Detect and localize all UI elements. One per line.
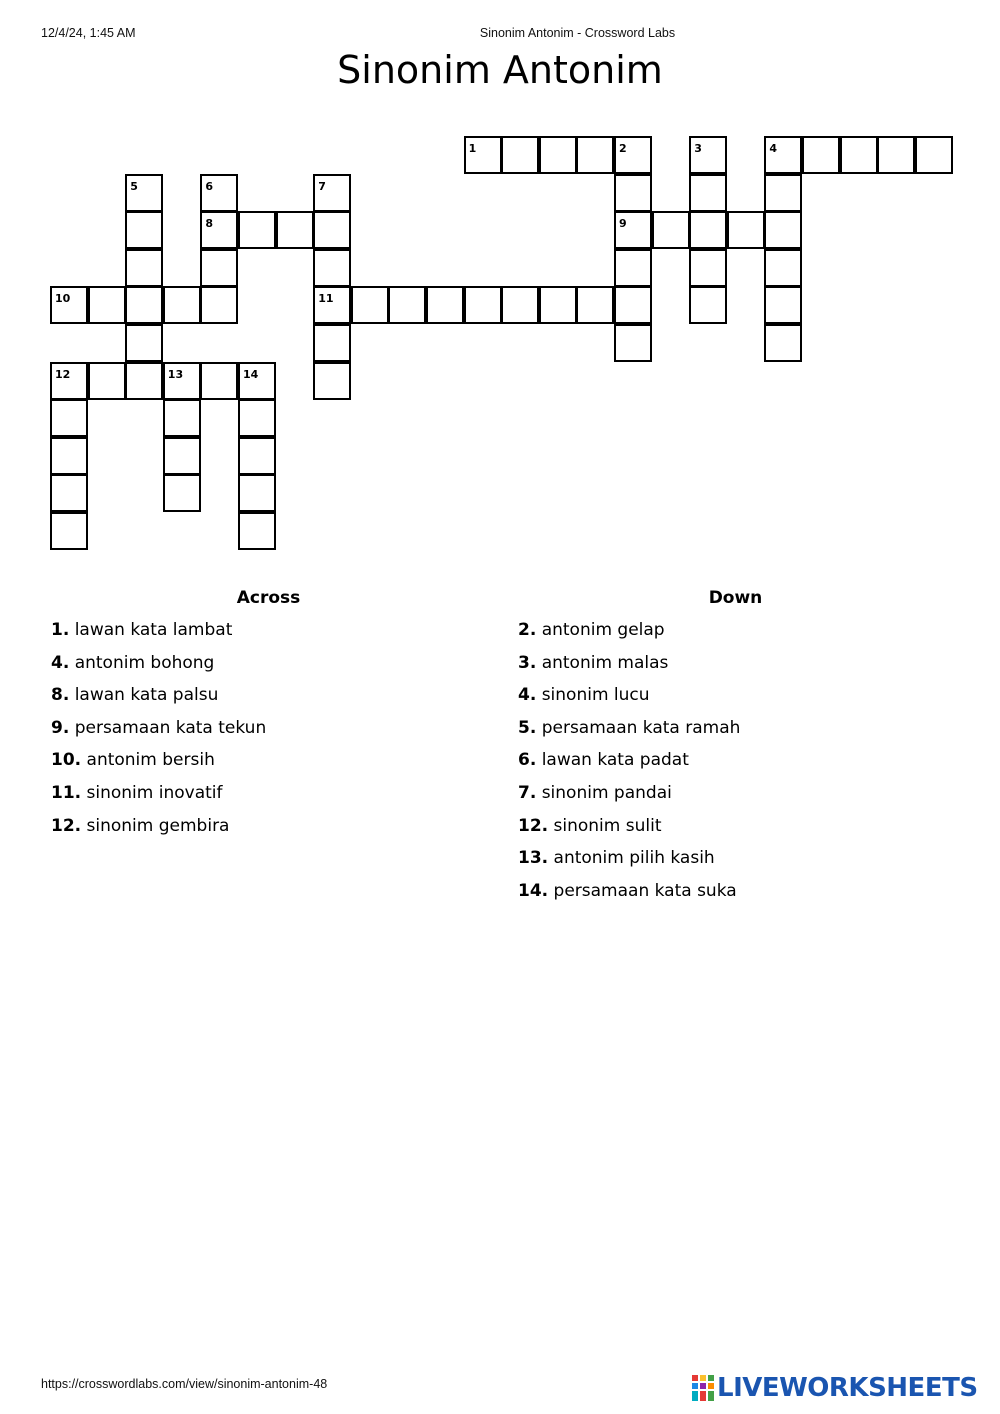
clue-text: sinonim inovatif	[81, 782, 223, 803]
grid-cell[interactable]	[689, 174, 727, 212]
cell-number: 12	[55, 367, 71, 381]
clue-text: sinonim sulit	[548, 815, 662, 836]
cell-number: 7	[318, 179, 326, 193]
down-clues	[518, 588, 953, 907]
cell-number: 8	[205, 217, 214, 231]
down-heading: Down	[708, 588, 763, 608]
grid-cell[interactable]	[915, 136, 953, 174]
grid-cell[interactable]	[539, 136, 577, 174]
clue-item	[51, 777, 486, 810]
grid-cell[interactable]	[200, 362, 238, 400]
brand-name: LIVEWORKSHEETS	[717, 1373, 978, 1403]
print-datetime: 12/4/24, 1:45 AM	[41, 26, 136, 40]
grid-cell[interactable]	[576, 136, 614, 174]
cell-number: 4	[769, 142, 778, 155]
cell-number: 13	[167, 367, 184, 381]
grid-cell[interactable]	[652, 211, 690, 249]
clue-number: 12.	[51, 815, 82, 836]
cell-number: 1	[468, 142, 477, 155]
grid-cell[interactable]	[877, 136, 915, 174]
grid-cell[interactable]	[50, 512, 88, 550]
clue-text: antonim pilih kasih	[548, 848, 715, 869]
grid-cell[interactable]	[200, 174, 238, 212]
grid-cell[interactable]	[238, 512, 276, 550]
clue-text: sinonim pandai	[536, 782, 672, 803]
cell-number: 10	[55, 292, 71, 306]
grid-cell[interactable]	[388, 286, 426, 324]
clue-number: 8.	[51, 685, 70, 706]
grid-cell[interactable]	[163, 474, 201, 512]
clue-number: 9.	[51, 717, 70, 738]
clue-item	[51, 679, 486, 712]
grid-cell[interactable]	[238, 474, 276, 512]
grid-cell[interactable]	[764, 136, 802, 174]
grid-cell[interactable]	[501, 136, 539, 174]
clue-item	[51, 614, 486, 647]
clue-text: persamaan kata suka	[548, 880, 737, 901]
grid-cell[interactable]	[313, 174, 351, 212]
grid-cell[interactable]	[238, 211, 276, 249]
grid-cell[interactable]	[163, 362, 201, 400]
clue-text: persamaan kata tekun	[69, 717, 267, 738]
grid-cell[interactable]	[276, 211, 314, 249]
grid-cell[interactable]	[426, 286, 464, 324]
cell-number: 9	[619, 217, 627, 231]
grid-cell[interactable]	[614, 324, 652, 362]
grid-cell[interactable]	[689, 136, 727, 174]
across-clues	[51, 588, 486, 842]
cell-number: 5	[130, 179, 138, 193]
grid-cell[interactable]	[50, 362, 88, 400]
clue-item	[518, 875, 953, 908]
clue-text: sinonim gembira	[81, 815, 230, 836]
grid-cell[interactable]	[689, 286, 727, 324]
grid-cell[interactable]	[125, 249, 163, 287]
grid-cell[interactable]	[163, 399, 201, 437]
clue-number: 13.	[518, 848, 549, 869]
grid-cell[interactable]	[50, 474, 88, 512]
grid-cell[interactable]	[50, 286, 88, 324]
clue-item	[518, 679, 953, 712]
grid-cell[interactable]	[802, 136, 840, 174]
page-title: Sinonim Antonim	[337, 48, 663, 92]
grid-cell[interactable]	[539, 286, 577, 324]
grid-cell[interactable]	[764, 174, 802, 212]
clue-item	[518, 712, 953, 745]
clue-text: antonim bersih	[81, 750, 215, 771]
clue-text: lawan kata palsu	[69, 685, 219, 706]
print-page-title: Sinonim Antonim - Crossword Labs	[479, 26, 676, 40]
clue-number: 3.	[518, 652, 537, 673]
grid-cell[interactable]	[614, 249, 652, 287]
across-heading: Across	[236, 588, 301, 608]
grid-cell[interactable]	[238, 399, 276, 437]
crossword-grid	[0, 0, 1000, 560]
clue-item	[518, 777, 953, 810]
grid-cell[interactable]	[238, 437, 276, 475]
clue-item	[51, 647, 486, 680]
clue-item	[518, 614, 953, 647]
grid-cell[interactable]	[689, 249, 727, 287]
grid-cell[interactable]	[501, 286, 539, 324]
clue-number: 5.	[518, 717, 537, 738]
clue-text: antonim gelap	[536, 620, 665, 640]
clue-text: antonim bohong	[69, 652, 215, 673]
liveworksheets-logo	[692, 1372, 978, 1404]
footer-url[interactable]: https://crosswordlabs.com/view/sinonim-antonim-48	[41, 1377, 328, 1391]
grid-cell[interactable]	[125, 362, 163, 400]
clue-item	[518, 810, 953, 843]
clue-number: 2.	[518, 620, 537, 640]
grid-cell[interactable]	[614, 174, 652, 212]
grid-cell[interactable]	[313, 362, 351, 400]
grid-cell[interactable]	[163, 437, 201, 475]
grid-cell[interactable]	[313, 286, 351, 324]
grid-cell[interactable]	[464, 286, 502, 324]
cell-number: 3	[694, 142, 702, 155]
grid-cell[interactable]	[576, 286, 614, 324]
grid-cell[interactable]	[764, 249, 802, 287]
grid-cell[interactable]	[351, 286, 389, 324]
clue-item	[518, 744, 953, 777]
grid-cell[interactable]	[125, 174, 163, 212]
cell-number: 14	[243, 367, 259, 381]
grid-cell[interactable]	[50, 437, 88, 475]
grid-cell[interactable]	[200, 286, 238, 324]
clue-item	[51, 810, 486, 843]
grid-cell[interactable]	[464, 136, 502, 174]
across-clue-list	[51, 614, 486, 842]
clue-text: antonim malas	[536, 652, 669, 673]
grid-cell[interactable]	[125, 286, 163, 324]
grid-cell[interactable]	[313, 324, 351, 362]
cell-number: 2	[619, 142, 627, 155]
grid-cell[interactable]	[163, 286, 201, 324]
grid-cell[interactable]	[614, 136, 652, 174]
clue-text: persamaan kata ramah	[536, 717, 741, 738]
grid-cell[interactable]	[313, 211, 351, 249]
cell-number: 11	[318, 292, 334, 306]
clue-number: 10.	[51, 750, 82, 771]
clue-text: sinonim lucu	[536, 685, 650, 706]
clue-item	[518, 647, 953, 680]
clue-number: 7.	[518, 782, 537, 803]
clue-item	[51, 744, 486, 777]
grid-cell[interactable]	[727, 211, 765, 249]
clue-number: 4.	[518, 685, 537, 706]
clue-item	[518, 842, 953, 875]
grid-cell[interactable]	[125, 324, 163, 362]
grid-cell[interactable]	[764, 324, 802, 362]
grid-cell[interactable]	[50, 399, 88, 437]
grid-cell[interactable]	[764, 286, 802, 324]
down-clue-list	[518, 614, 953, 907]
clue-text: lawan kata padat	[536, 750, 689, 771]
grid-cell[interactable]	[764, 211, 802, 249]
clue-item	[51, 712, 486, 745]
cell-number: 6	[205, 179, 214, 193]
grid-cell[interactable]	[840, 136, 878, 174]
clue-number: 12.	[518, 815, 549, 836]
grid-cell[interactable]	[238, 362, 276, 400]
grid-cell[interactable]	[88, 286, 126, 324]
clue-number: 6.	[518, 750, 537, 771]
grid-cell[interactable]	[200, 211, 238, 249]
grid-cell[interactable]	[614, 286, 652, 324]
clue-number: 1.	[51, 620, 70, 640]
clue-number: 11.	[51, 782, 82, 803]
grid-cell[interactable]	[200, 249, 238, 287]
grid-cell[interactable]	[689, 211, 727, 249]
liveworksheets-icon	[692, 1375, 714, 1401]
grid-cell[interactable]	[614, 211, 652, 249]
grid-cell[interactable]	[88, 362, 126, 400]
grid-cell[interactable]	[125, 211, 163, 249]
clue-text: lawan kata lambat	[69, 620, 233, 640]
clue-number: 14.	[518, 880, 549, 901]
clue-number: 4.	[51, 652, 70, 673]
grid-cell[interactable]	[313, 249, 351, 287]
